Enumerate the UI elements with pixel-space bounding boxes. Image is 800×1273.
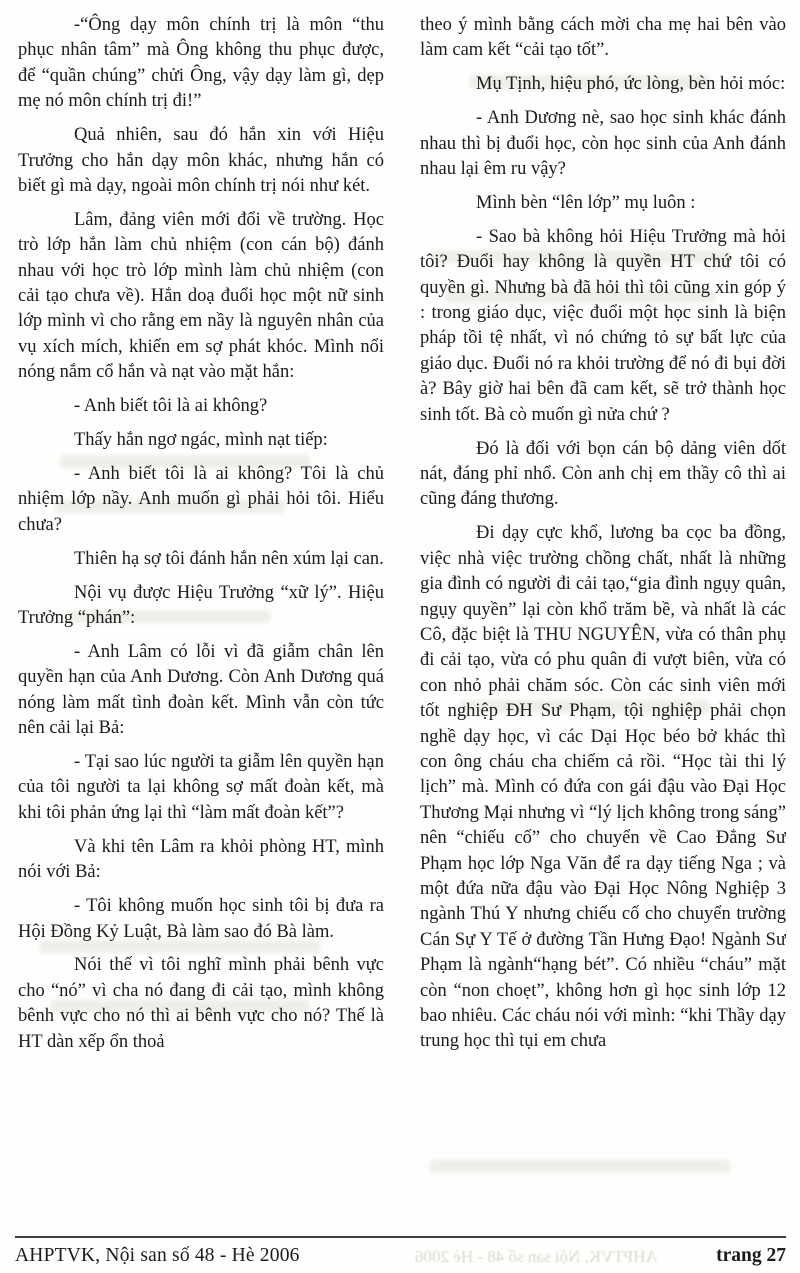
paragraph: theo ý mình bằng cách mời cha mẹ hai bên vào làm cam kết “cải tạo tốt”. <box>420 15 786 61</box>
paragraph: Nói thế vì tôi nghĩ mình phải bênh vực cho “nó” vì cha nó đang đi cải tạo, mình không bênh vực cho nó thì ai bênh vực cho nó? Thế là HT dàn xếp ổn thoả <box>18 955 384 1052</box>
paragraph: - Anh biết tôi là ai không? <box>74 396 268 417</box>
text-column-left <box>18 13 384 1208</box>
paragraph: Thấy hắn ngơ ngác, mình nạt tiếp: <box>74 430 328 451</box>
paragraph: -“Ông dạy môn chính trị là môn “thu phục nhân tâm” mà Ông không thu phục được, để “quần chúng” chửi Ông, vậy dạy làm gì, dẹp mẹ nó môn chính trị đi!” <box>18 15 384 112</box>
paragraph: - Anh biết tôi là ai không? Tôi là chủ nhiệm lớp nầy. Anh muốn gì phải hỏi tôi. Hiểu chưa? <box>18 464 384 535</box>
paragraph: Đi dạy cực khổ, lương ba cọc ba đồng, việc nhà việc trường chồng chất, nhất là những gia đình có người đi cải tạo,“gia đình ngụy quân, ngụy quyền” lại còn khổ trăm bề, và nhất là các Cô, đặc biệt là THU NGUYÊN, vừa có thân phụ đi cải tạo, vừa có phu quân đi vượt biên, vừa có con nhỏ phải chăm sóc. Còn các sinh viên mới tốt nghiệp ĐH Sư Phạm, tội nghiệp phải chọn nghề dạy học, vì các Dại Học béo bở khác thì con ông cháu cha chiếm cả rồi. “Học tài thi lý lịch” mà. Mình có đứa con gái đậu vào Đại Học Thương Mại nhưng vì “lý lịch không trong sáng” nên “chiếu cố” cho chuyển về Cao Đẳng Sư Phạm học lớp Nga Văn để ra dạy tiếng Nga ; và một đứa nữa đậu vào Đại Học Nông Nghiệp 3 ngành Thú Y nhưng chiếu cố cho chuyển trường Cán Sự Y Tế ở đường Tần Hưng Đạo! Ngành Sư Phạm là ngành“hạng bét”. Có nhiều “cháu” mặt còn “non choẹt”, không hơn gì học sinh lớp 12 bao nhiêu. Các cháu nói với mình: “khi Thầy dạy trung học thì tụi em chưa <box>420 523 786 1052</box>
footer-issue-text: AHPTVK, Nội san số 48 - Hè 2006 <box>15 1245 300 1266</box>
paragraph: Quả nhiên, sau đó hắn xin với Hiệu Trưởng cho hắn dạy môn khác, nhưng hắn có biết gì mà dạy, ngoài môn chính trị nói như két. <box>18 125 384 196</box>
paragraph: Nội vụ được Hiệu Trưởng “xữ lý”. Hiệu Trưởng “phán”: <box>18 582 384 629</box>
paragraph: - Tại sao lúc người ta giẫm lên quyền hạn của tôi người ta lại không sợ mất đoàn kết, mà khi tôi phản ứng lại thì “làm mất đoàn kết”? <box>18 752 384 823</box>
paragraph: Mình bèn “lên lớp” mụ luôn : <box>476 192 696 213</box>
paragraph: Thiên hạ sợ tôi đánh hắn nên xúm lại can. <box>74 548 384 569</box>
paragraph: - Sao bà không hỏi Hiệu Trưởng mà hỏi tôi? Đuổi hay không là quyền HT chứ tôi có quyền gì. Nhưng bà đã hỏi thì tôi cũng xin góp ý : trong giáo dục, việc đuổi một học sinh là biện pháp tồi tệ nhất, vì nó chứng tỏ sự bất lực của giáo dục. Đuổi nó ra khỏi trường để nó đi bụi đời à? Bây giờ hai bên đã cam kết, sẽ trở thành học sinh tốt. Bà cò muốn gì nửa chứ ? <box>420 226 786 425</box>
paragraph: Mụ Tịnh, hiệu phó, ức lòng, bèn hỏi móc: <box>476 74 786 95</box>
two-column-text-body <box>18 13 786 1208</box>
paragraph: - Anh Lâm có lỗi vì đã giẫm chân lên quyền hạn của Anh Dương. Còn Anh Dương quá nóng làm mất tình đoàn kết. Mình vẫn còn tức nên cải lại Bả: <box>18 641 384 739</box>
footer-page-number: trang 27 <box>716 1245 786 1266</box>
text-column-right <box>420 13 786 1208</box>
footer-bleedthrough-text: AHPTVK, Nội san số 48 - Hè 2006 <box>415 1247 658 1266</box>
paragraph: Lâm, đảng viên mới đổi về trường. Học trò lớp hắn làm chủ nhiệm (con cán bộ) đánh nhau với học trò lớp mình làm chủ nhiệm (con cải tạo chưa về). Hắn doạ đuổi học một nữ sinh lớp mình vì cho rằng em nầy là nguyên nhân của vụ xích mích, khiến em sợ phát khóc. Mình nổi nóng nắm cổ hắn và nạt vào mặt hắn: <box>18 209 384 383</box>
paragraph: Và khi tên Lâm ra khỏi phòng HT, mình nói với Bả: <box>18 836 384 883</box>
footer <box>15 1236 786 1267</box>
paragraph: - Tôi không muốn học sinh tôi bị đưa ra Hội Đồng Kỷ Luật, Bà làm sao đó Bà làm. <box>18 896 384 942</box>
paragraph: - Anh Dương nè, sao học sinh khác đánh nhau thì bị đuổi học, còn học sinh của Anh đánh nhau lại êm ru vậy? <box>420 108 786 180</box>
paragraph: Đó là đối với bọn cán bộ dảng viên dốt nát, đáng phỉ nhổ. Còn anh chị em thầy cô thì ai cũng đáng thương. <box>420 438 786 510</box>
